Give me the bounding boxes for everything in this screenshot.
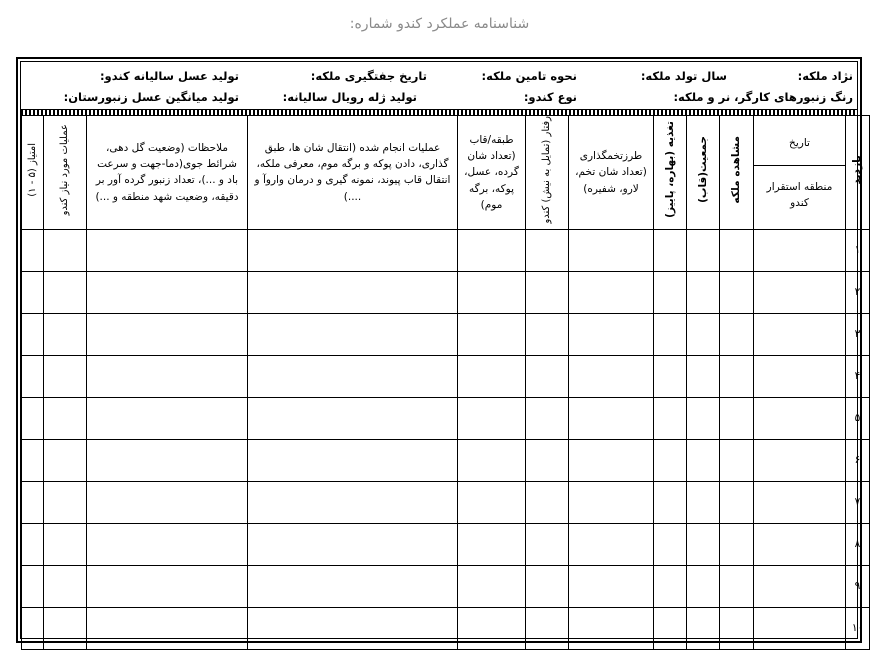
header-frames: طبقه/قاب (تعداد شان گرده، عسل، پوکه، برگه موم) <box>458 116 526 230</box>
table-cell[interactable] <box>44 229 87 271</box>
table-cell[interactable] <box>458 523 526 565</box>
table-cell[interactable] <box>720 481 754 523</box>
table-cell[interactable] <box>87 607 248 649</box>
table-cell[interactable] <box>754 313 846 355</box>
table-cell[interactable] <box>526 397 569 439</box>
header-feeding: تغذیه (بهاره، پاییز) <box>654 116 687 230</box>
table-cell[interactable] <box>654 523 687 565</box>
table-cell[interactable] <box>44 565 87 607</box>
table-cell[interactable] <box>87 271 248 313</box>
inspection-table <box>21 115 870 650</box>
table-row <box>22 481 870 523</box>
table-cell[interactable] <box>754 229 846 271</box>
table-cell[interactable] <box>569 523 654 565</box>
table-row <box>22 229 870 271</box>
hive-info-section <box>21 62 857 110</box>
table-cell[interactable] <box>687 229 720 271</box>
table-row <box>22 439 870 481</box>
table-cell[interactable] <box>248 271 458 313</box>
table-cell[interactable] <box>526 439 569 481</box>
table-cell[interactable] <box>526 523 569 565</box>
table-cell[interactable] <box>687 481 720 523</box>
table-cell[interactable] <box>458 397 526 439</box>
table-cell[interactable] <box>526 607 569 649</box>
table-cell[interactable] <box>654 565 687 607</box>
table-cell[interactable] <box>654 271 687 313</box>
header-notes: ملاحظات (وضعیت گل دهی، شرائط جوی(دما-جهت و سرعت باد و ...)، تعداد زنبور گرده آور بر دقیقه، وضعیت شهد منطقه و ...) <box>87 116 248 230</box>
table-cell[interactable] <box>248 397 458 439</box>
table-cell[interactable] <box>526 481 569 523</box>
header-score: امتیاز (۵ - ۱) <box>22 116 44 230</box>
table-cell[interactable] <box>44 355 87 397</box>
table-cell[interactable] <box>754 271 846 313</box>
table-cell[interactable] <box>654 607 687 649</box>
info-row-2 <box>21 90 857 110</box>
table-cell[interactable] <box>569 271 654 313</box>
row-number: ۶ <box>846 439 870 481</box>
table-cell[interactable] <box>22 271 44 313</box>
table-cell[interactable] <box>654 481 687 523</box>
table-cell[interactable] <box>526 271 569 313</box>
header-behavior: رفتار (تمایل به نیش) کندو <box>526 116 569 230</box>
table-cell[interactable] <box>22 229 44 271</box>
table-cell[interactable] <box>754 607 846 649</box>
table-cell[interactable] <box>87 313 248 355</box>
table-cell[interactable] <box>654 229 687 271</box>
table-cell[interactable] <box>687 607 720 649</box>
table-cell[interactable] <box>569 397 654 439</box>
table-cell[interactable] <box>569 355 654 397</box>
table-cell[interactable] <box>754 397 846 439</box>
table-cell[interactable] <box>569 607 654 649</box>
table-cell[interactable] <box>720 355 754 397</box>
table-cell[interactable] <box>87 565 248 607</box>
table-cell[interactable] <box>22 481 44 523</box>
header-date-location <box>754 116 846 230</box>
table-cell[interactable] <box>458 229 526 271</box>
table-cell[interactable] <box>687 439 720 481</box>
table-cell[interactable] <box>87 439 248 481</box>
table-cell[interactable] <box>248 481 458 523</box>
table-cell[interactable] <box>458 565 526 607</box>
table-cell[interactable] <box>754 481 846 523</box>
form-inner-frame <box>20 61 864 639</box>
table-cell[interactable] <box>22 439 44 481</box>
table-cell[interactable] <box>44 607 87 649</box>
table-cell[interactable] <box>754 355 846 397</box>
table-cell[interactable] <box>720 229 754 271</box>
table-cell[interactable] <box>687 355 720 397</box>
table-cell[interactable] <box>44 481 87 523</box>
table-row <box>22 565 870 607</box>
table-cell[interactable] <box>569 229 654 271</box>
table-row <box>22 397 870 439</box>
table-cell[interactable] <box>22 523 44 565</box>
table-cell[interactable] <box>22 397 44 439</box>
row-number: ۲ <box>846 271 870 313</box>
table-cell[interactable] <box>458 439 526 481</box>
header-location: منطقه استقرار کندو <box>766 181 833 210</box>
header-population: جمعیت(قاب) <box>687 116 720 230</box>
table-cell[interactable] <box>22 565 44 607</box>
table-cell[interactable] <box>44 523 87 565</box>
table-row <box>22 355 870 397</box>
table-cell[interactable] <box>720 313 754 355</box>
table-cell[interactable] <box>526 313 569 355</box>
table-cell[interactable] <box>44 439 87 481</box>
table-cell[interactable] <box>458 271 526 313</box>
table-row <box>22 607 870 649</box>
table-cell[interactable] <box>569 565 654 607</box>
mating-date-label: تاریخ جفتگیری ملکه: <box>310 69 427 83</box>
header-needed-ops: عملیات مورد نیاز کندو <box>44 116 87 230</box>
table-cell[interactable] <box>87 523 248 565</box>
header-operations: عملیات انجام شده (انتقال شان ها، طبق گذاری، دادن پوکه و برگه موم، معرفی ملکه، انتقال قاب پیوند، نمونه گیری و درمان واروآ و ....) <box>248 116 458 230</box>
header-visit: بازدید <box>846 116 870 230</box>
table-cell[interactable] <box>22 607 44 649</box>
table-cell[interactable] <box>720 523 754 565</box>
table-cell[interactable] <box>87 355 248 397</box>
royal-jelly-label: تولید ژله رویال سالیانه: <box>282 90 417 104</box>
table-cell[interactable] <box>248 523 458 565</box>
table-cell[interactable] <box>720 271 754 313</box>
table-cell[interactable] <box>458 481 526 523</box>
table-cell[interactable] <box>569 481 654 523</box>
table-cell[interactable] <box>44 397 87 439</box>
table-cell[interactable] <box>720 607 754 649</box>
info-row-1 <box>21 69 857 89</box>
table-cell[interactable] <box>87 481 248 523</box>
table-header-row <box>22 116 870 230</box>
avg-honey-label: تولید میانگین عسل زنبورستان: <box>63 90 239 104</box>
table-cell[interactable] <box>87 229 248 271</box>
table-cell[interactable] <box>754 439 846 481</box>
table-cell[interactable] <box>687 397 720 439</box>
table-cell[interactable] <box>248 439 458 481</box>
table-cell[interactable] <box>22 313 44 355</box>
table-cell[interactable] <box>720 439 754 481</box>
table-cell[interactable] <box>720 565 754 607</box>
table-cell[interactable] <box>44 313 87 355</box>
table-cell[interactable] <box>248 229 458 271</box>
table-cell[interactable] <box>248 607 458 649</box>
table-row <box>22 523 870 565</box>
table-cell[interactable] <box>458 355 526 397</box>
table-cell[interactable] <box>687 313 720 355</box>
row-number: ۹ <box>846 565 870 607</box>
header-date: تاریخ <box>754 120 845 166</box>
row-number: ۵ <box>846 397 870 439</box>
table-cell[interactable] <box>22 355 44 397</box>
row-number: ۸ <box>846 523 870 565</box>
table-cell[interactable] <box>569 439 654 481</box>
row-number: ۳ <box>846 313 870 355</box>
table-cell[interactable] <box>654 355 687 397</box>
row-number: ۴ <box>846 355 870 397</box>
table-cell[interactable] <box>569 313 654 355</box>
table-row <box>22 313 870 355</box>
table-cell[interactable] <box>248 313 458 355</box>
table-cell[interactable] <box>526 355 569 397</box>
hive-type-label: نوع کندو: <box>523 90 577 104</box>
table-body <box>22 229 870 649</box>
table-cell[interactable] <box>248 355 458 397</box>
table-cell[interactable] <box>458 607 526 649</box>
table-cell[interactable] <box>248 565 458 607</box>
header-brood-pattern: طرزتخمگذاری (تعداد شان تخم، لارو، شفیره) <box>569 116 654 230</box>
header-queen-seen: مشاهده ملکه <box>720 116 754 230</box>
table-cell[interactable] <box>754 565 846 607</box>
row-number: ۱ <box>846 229 870 271</box>
bee-colors-label: رنگ زنبورهای کارگر، نر و ملکه: <box>673 90 853 104</box>
table-row <box>22 271 870 313</box>
table-cell[interactable] <box>654 439 687 481</box>
queen-birth-year-label: سال تولد ملکه: <box>640 69 727 83</box>
table-cell[interactable] <box>526 229 569 271</box>
annual-honey-label: تولید عسل سالیانه کندو: <box>99 69 239 83</box>
table-cell[interactable] <box>458 313 526 355</box>
queen-supply-method-label: نحوه تامین ملکه: <box>481 69 577 83</box>
table-cell[interactable] <box>44 271 87 313</box>
table-cell[interactable] <box>687 523 720 565</box>
queen-breed-label: نژاد ملکه: <box>797 69 853 83</box>
table-cell[interactable] <box>654 313 687 355</box>
page-title: شناسنامه عملکرد کندو شماره: <box>349 16 530 32</box>
table-cell[interactable] <box>720 397 754 439</box>
table-cell[interactable] <box>754 523 846 565</box>
table-cell[interactable] <box>87 397 248 439</box>
table-cell[interactable] <box>526 565 569 607</box>
row-number: ۱۰ <box>846 607 870 649</box>
row-number: ۷ <box>846 481 870 523</box>
table-cell[interactable] <box>687 565 720 607</box>
table-cell[interactable] <box>654 397 687 439</box>
table-cell[interactable] <box>687 271 720 313</box>
form-frame <box>16 57 862 643</box>
